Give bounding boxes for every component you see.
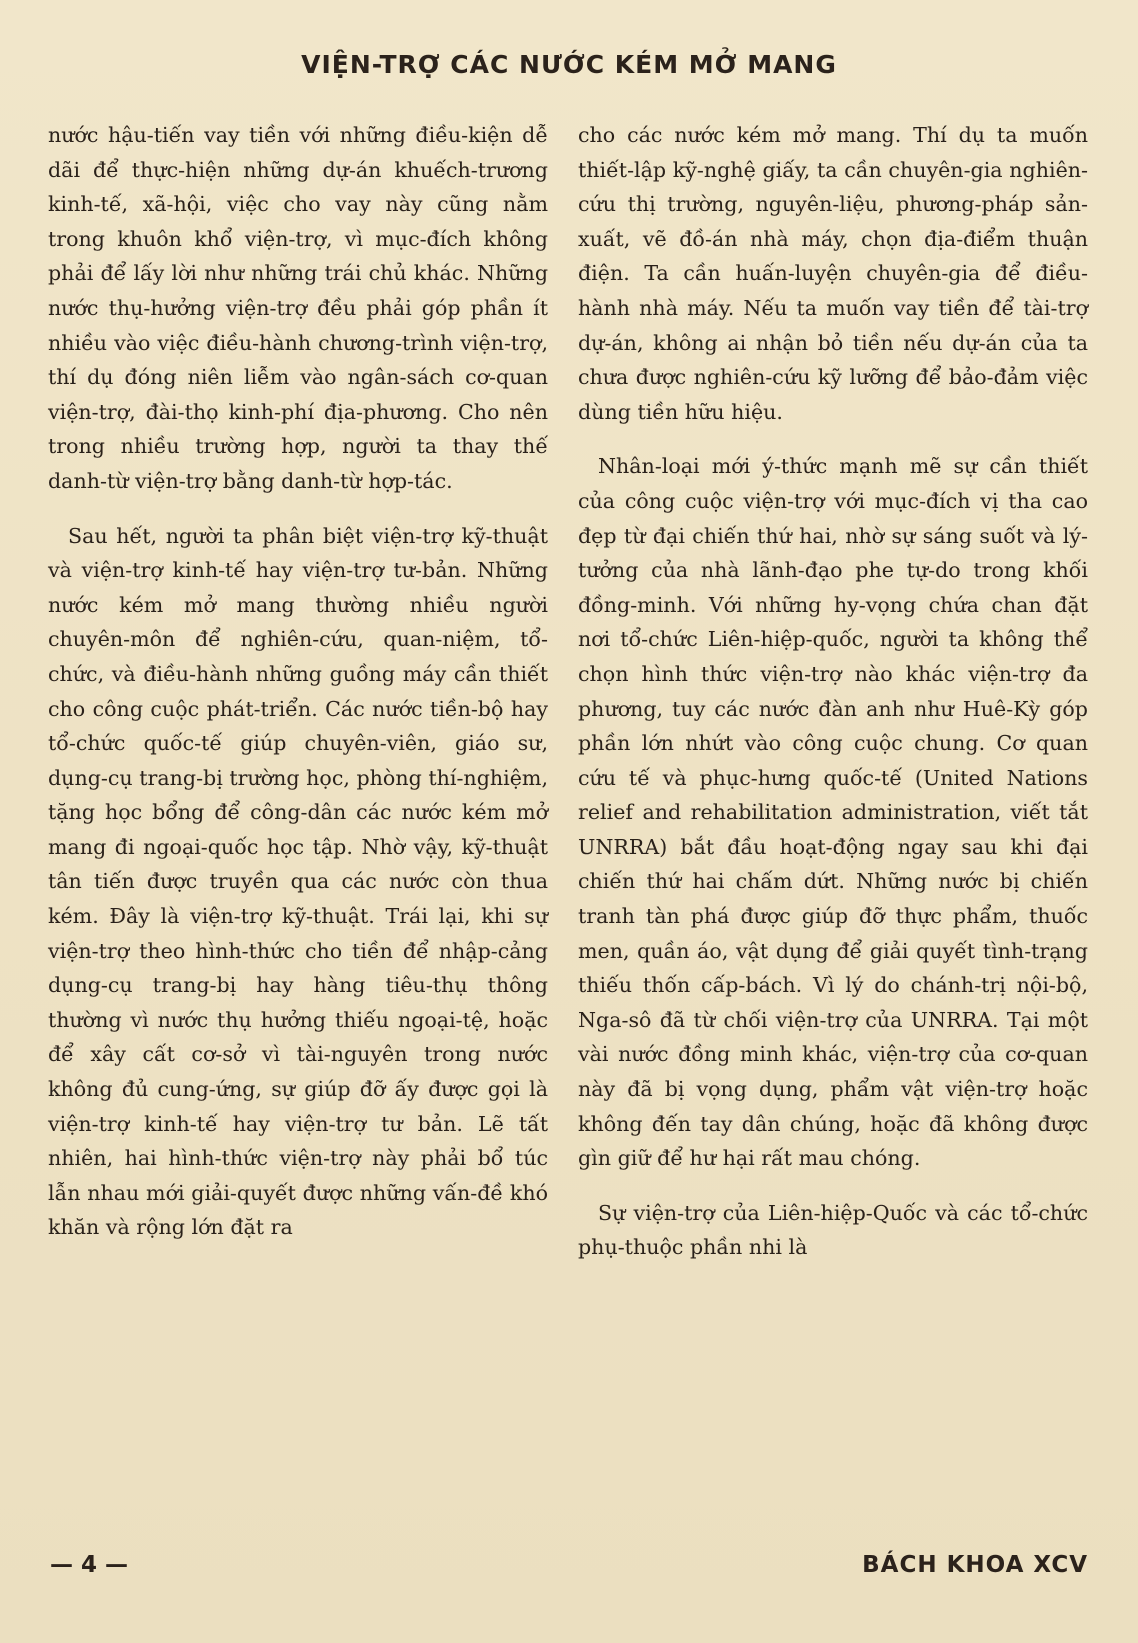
page-title: VIỆN-TRỢ CÁC NƯỚC KÉM MỞ MANG	[301, 50, 837, 79]
paragraph: cho các nước kém mở mang. Thí dụ ta muốn thiết-lập kỹ-nghệ giấy, ta cần chuyên-gia nghiên-cứu thị trường, nguyên-liệu, phương-pháp sản-xuất, vẽ đồ-án nhà máy, chọn địa-điểm thuận điện. Ta cần huấn-luyện chuyên-gia để điều-hành nhà máy. Nếu ta muốn vay tiền để tài-trợ dự-án, không ai nhận bỏ tiền nếu dự-án của ta chưa được nghiên-cứu kỹ lưỡng để bảo-đảm việc dùng tiền hữu hiệu.	[578, 123, 1088, 424]
page-number: — 4 —	[50, 1552, 129, 1578]
publication-name: BÁCH KHOA XCV	[862, 1552, 1088, 1578]
paragraph: Nhân-loại mới ý-thức mạnh mẽ sự cần thiết của công cuộc viện-trợ với mục-đích vị tha cao đẹp từ đại chiến thứ hai, nhờ sự sáng suốt và lý-tưởng của nhà lãnh-đạo phe tự-do trong khối đồng-minh. Với những hy-vọng chứa chan đặt nơi tổ-chức Liên-hiệp-quốc, người ta không thể chọn hình thức viện-trợ nào khác viện-trợ đa phương, tuy các nước đàn anh như Huê-Kỳ góp phần lớn nhứt vào công cuộc chung. Cơ quan cứu tế và phục-hưng quốc-tế (United Nations relief and rehabilitation administration, viết tắt UNRRA) bắt đầu hoạt-động ngay sau khi đại chiến thứ hai chấm dứt. Những nước bị chiến tranh tàn phá được giúp đỡ thực phẩm, thuốc men, quần áo, vật dụng để giải quyết tình-trạng thiếu thốn cấp-bách. Vì lý do chánh-trị nội-bộ, Nga-sô đã từ chối viện-trợ của UNRRA. Tại một vài nước đồng minh khác, viện-trợ của cơ-quan này đã bị vọng dụng, phẩm vật viện-trợ hoặc không đến tay dân chúng, hoặc đã không được gìn giữ để hư hại rất mau chóng.	[578, 454, 1088, 1171]
left-column	[48, 118, 548, 1245]
right-column	[578, 118, 1088, 1265]
paragraph: nước hậu-tiến vay tiền với những điều-kiện dễ dãi để thực-hiện những dự-án khuếch-trương kinh-tế, xã-hội, việc cho vay này cũng nằm trong khuôn khổ viện-trợ, vì mục-đích không phải để lấy lời như những trái chủ khác. Những nước thụ-hưởng viện-trợ đều phải góp phần ít nhiều vào việc điều-hành chương-trình viện-trợ, thí dụ đóng niên liễm vào ngân-sách cơ-quan viện-trợ, đài-thọ kinh-phí địa-phương. Cho nên trong nhiều trường hợp, người ta thay thế danh-từ viện-trợ bằng danh-từ hợp-tác.	[48, 123, 548, 493]
paragraph: Sự viện-trợ của Liên-hiệp-Quốc và các tổ-chức phụ-thuộc phần nhi là	[578, 1200, 1088, 1260]
paragraph: Sau hết, người ta phân biệt viện-trợ kỹ-thuật và viện-trợ kinh-tế hay viện-trợ tư-bản. Những nước kém mở mang thường nhiều người chuyên-môn để nghiên-cứu, quan-niệm, tổ-chức, và điều-hành những guồng máy cần thiết cho công cuộc phát-triển. Các nước tiền-bộ hay tổ-chức quốc-tế giúp chuyên-viên, giáo sư, dụng-cụ trang-bị trường học, phòng thí-nghiệm, tặng học bổng để công-dân các nước kém mở mang đi ngoại-quốc học tập. Nhờ vậy, kỹ-thuật tân tiến được truyền qua các nước còn thua kém. Đây là viện-trợ kỹ-thuật. Trái lại, khi sự viện-trợ theo hình-thức cho tiền để nhập-cảng dụng-cụ trang-bị hay hàng tiêu-thụ thông thường vì nước thụ hưởng thiếu ngoại-tệ, hoặc để xây cất cơ-sở vì tài-nguyên trong nước không đủ cung-ứng, sự giúp đỡ ấy được gọi là viện-trợ kinh-tế hay viện-trợ tư bản. Lẽ tất nhiên, hai hình-thức viện-trợ này phải bổ túc lẫn nhau mới giải-quyết được những vấn-đề khó khăn và rộng lớn đặt ra	[48, 523, 548, 1240]
